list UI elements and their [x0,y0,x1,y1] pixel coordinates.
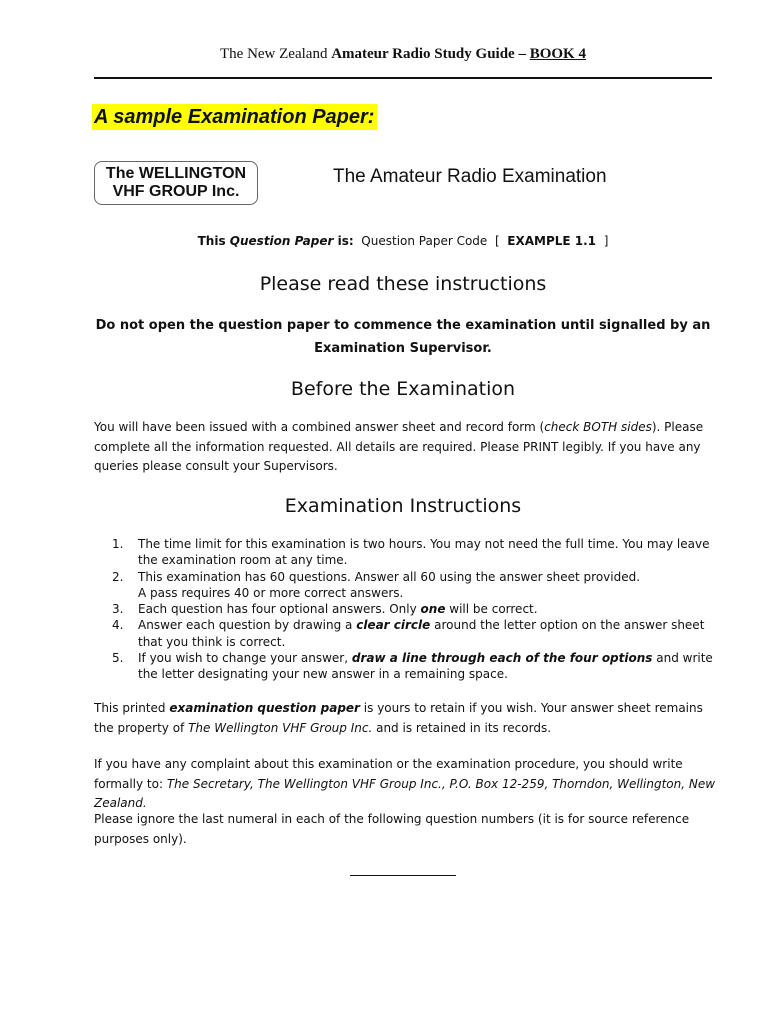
instruction-number: 5. [112,651,124,666]
logo-line-1: The WELLINGTON [105,165,247,182]
header-dash: – [514,46,530,62]
before-text-c: ). Please complete all the information requested. All details are required. Please PRINT legibly. If you have any queries please consult your Supervisors. [94,420,704,473]
code-label: Question Paper Code [361,234,488,248]
before-text-a: You will have been issued with a combined answer sheet and record form ( [94,420,545,434]
header-prefix: The New Zealand [220,46,332,62]
header-book: BOOK 4 [529,46,586,62]
before-exam-paragraph [94,418,716,477]
instruction-text: If you wish to change your answer, [138,651,352,666]
code-close-bracket: ] [603,234,609,248]
instruction-item [94,601,714,617]
instruction-item [94,536,714,569]
code-open-bracket: [ [494,234,500,248]
instruction-item [94,617,714,650]
exam-instructions-heading: Examination Instructions [284,495,522,517]
printed-text-a: This printed [94,701,170,715]
exam-title: The Amateur Radio Examination [333,166,607,187]
instruction-text-end: will be correct. [445,602,538,617]
instruction-number: 3. [112,602,124,617]
end-rule [350,875,456,876]
read-instructions-heading: Please read these instructions [259,273,547,295]
complaint-address: The Secretary, The Wellington VHF Group Inc., P.O. Box 12-259, Thorndon, Wellington, New Zealand. [94,776,716,810]
instruction-number: 2. [112,569,124,584]
logo-line-2: VHF GROUP Inc. [112,183,240,200]
instruction-list [94,536,714,683]
printed-org-name: The Wellington VHF Group Inc. [188,720,373,735]
header-guide-title: Amateur Radio Study Guide [331,46,515,62]
code-question-paper: Question Paper [229,234,334,248]
printed-text-c: and is retained in its records. [372,720,552,735]
instruction-text: This examination has 60 questions. Answer all 60 using the answer sheet provided. [138,569,641,584]
do-not-line-1: Do not open the question paper to commence the examination until signalled by an [95,318,711,333]
ignore-numeral-paragraph: Please ignore the last numeral in each of the following question numbers (it is for source reference purposes only). [94,812,690,846]
instruction-emphasis: clear circle [356,618,431,633]
code-this: This [197,234,230,248]
printed-emphasis: examination question paper [169,701,360,715]
instruction-text-pass: A pass requires 40 or more correct answers. [138,585,404,600]
page-header [0,46,770,63]
do-not-line-2: Examination Supervisor. [314,341,492,356]
question-paper-code-line [0,234,770,248]
instruction-text: Answer each question by drawing a [138,618,357,633]
complaint-text: If you have any complaint about this examination or the examination procedure, you should write formally to: [94,757,683,791]
do-not-open-notice [94,314,712,360]
instruction-text-end: around the letter option on the answer sheet that you think is correct. [138,618,705,649]
instruction-number: 1. [112,537,124,551]
instruction-text-end: and write the letter designating your new answer in a remaining space. [138,651,713,682]
code-value: EXAMPLE 1.1 [507,234,597,248]
instruction-emphasis: one [420,602,446,617]
header-rule [94,77,712,79]
before-exam-heading: Before the Examination [290,378,516,400]
instruction-number: 4. [112,618,124,633]
instruction-item [94,650,714,683]
code-is: is: [333,234,354,248]
instruction-emphasis: draw a line through each of the four options [351,651,653,666]
instruction-text: Each question has four optional answers. Only [138,602,421,617]
printed-text-b: is yours to retain if you wish. Your answer sheet remains the property of [94,701,703,735]
sample-title: A sample Examination Paper: [92,104,377,130]
printed-paper-paragraph [94,699,716,738]
instruction-text: The time limit for this examination is two hours. You may not need the full time. You may leave the examination room at any time. [138,537,710,568]
instruction-item [94,569,714,602]
before-check-both-sides: check BOTH sides [544,420,652,434]
wellington-vhf-logo [94,161,258,205]
complaint-paragraph [94,755,716,814]
